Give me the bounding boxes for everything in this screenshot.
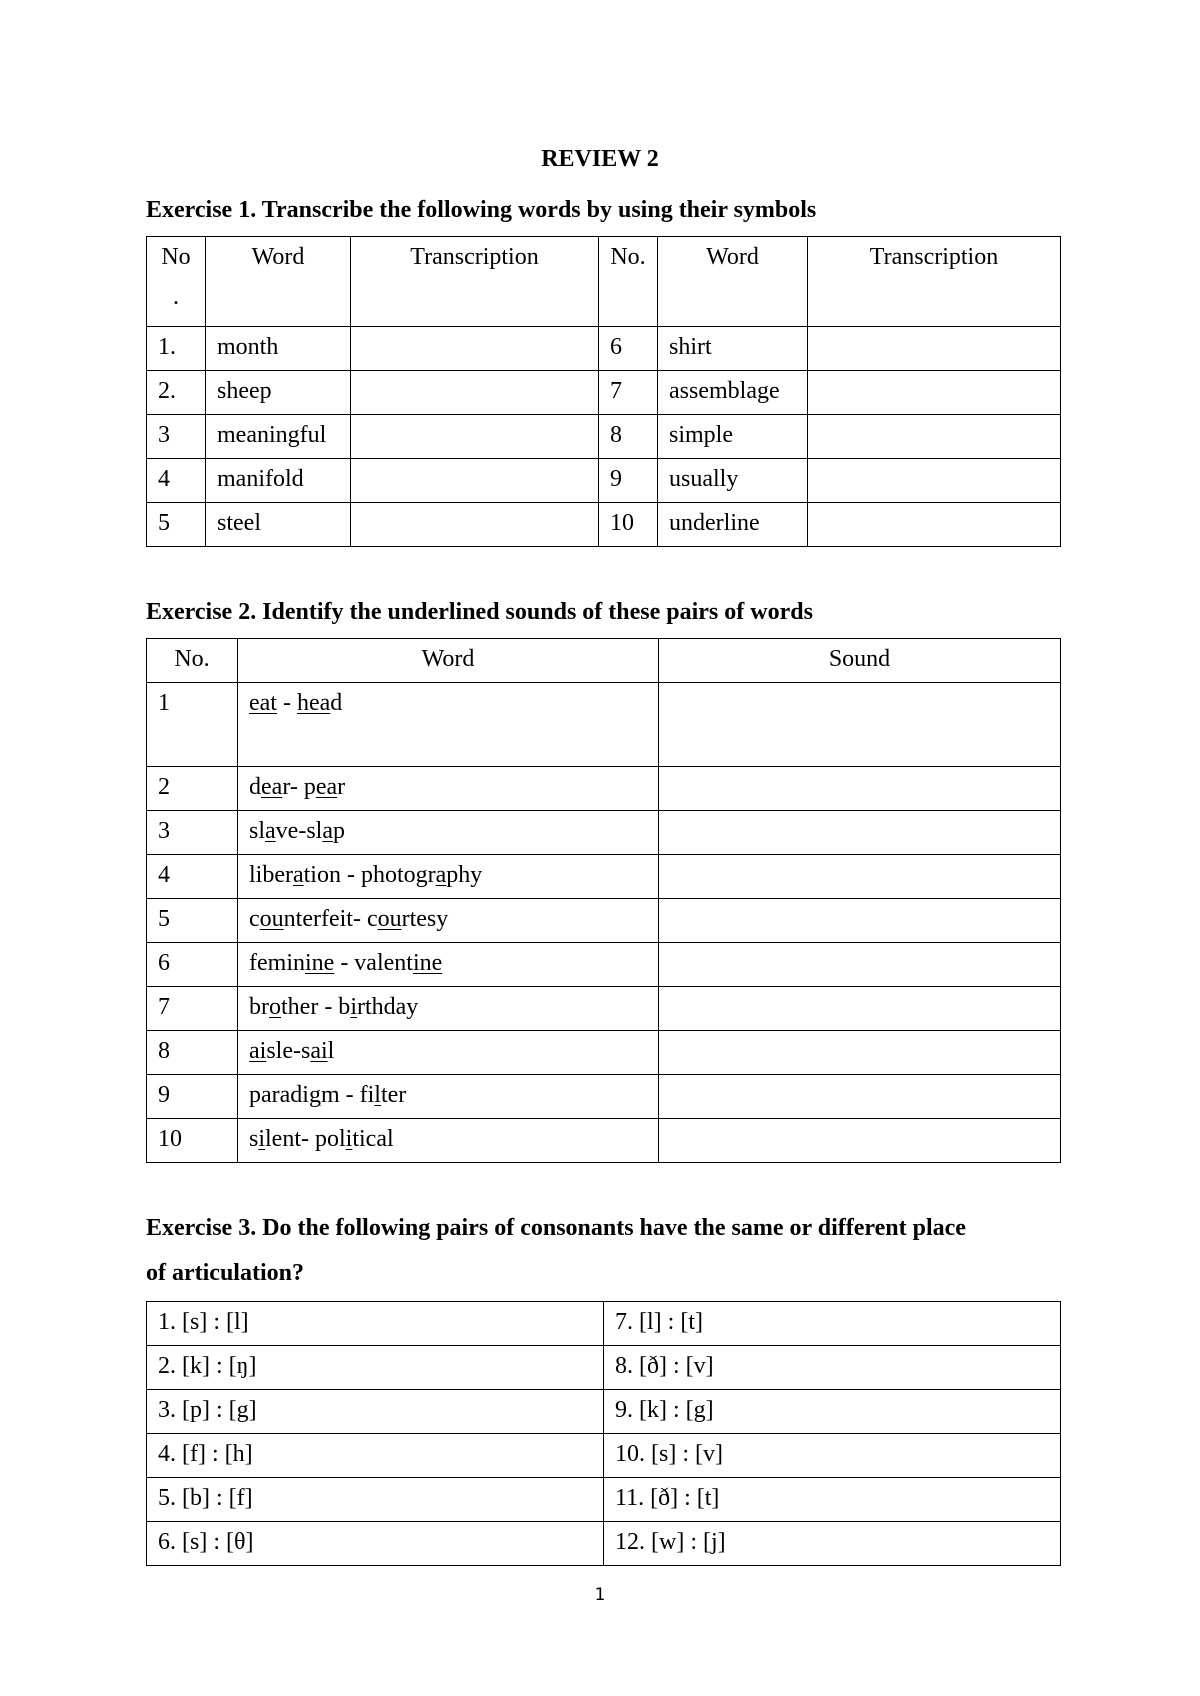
word-pair — [238, 683, 659, 767]
word-fragment: ther - b — [281, 994, 351, 1020]
underlined-sound: ou — [259, 906, 284, 932]
table-row — [147, 855, 1061, 899]
page-title: REVIEW 2 — [541, 146, 659, 172]
header-no: No. — [147, 639, 238, 683]
consonant-pair-left: 1. [s] : [l] — [147, 1302, 604, 1346]
underlined-sound: l — [374, 1082, 381, 1108]
word-right: assemblage — [658, 371, 808, 415]
underlined-sound: o — [269, 994, 281, 1020]
row-number: 9 — [147, 1075, 238, 1119]
word-fragment: sle-s — [266, 1038, 311, 1064]
table-row — [147, 811, 1061, 855]
header-no-left-dot: . — [173, 284, 179, 310]
word-pair — [238, 1119, 659, 1163]
word-pair — [238, 1075, 659, 1119]
word-right: underline — [658, 503, 808, 547]
word-fragment: - valent — [334, 950, 413, 976]
underlined-sound: a — [435, 862, 447, 888]
word-left: sheep — [206, 371, 351, 415]
consonant-pair-right: 10. [s] : [v] — [604, 1434, 1061, 1478]
table-row — [147, 1346, 1061, 1390]
underlined-sound: ai — [310, 1038, 328, 1064]
header-no-right: No. — [599, 237, 658, 327]
header-transcription-left: Transcription — [351, 237, 599, 327]
table-row — [147, 1478, 1061, 1522]
table-row — [147, 327, 1061, 371]
consonant-pair-right: 12. [w] : [j] — [604, 1522, 1061, 1566]
exercise1-header-row — [147, 237, 1061, 327]
underlined-sound: i — [350, 994, 357, 1020]
table-row — [147, 987, 1061, 1031]
word-fragment: r — [337, 774, 346, 800]
table-row — [147, 1119, 1061, 1163]
underlined-sound: a — [292, 862, 304, 888]
page-number: 1 — [594, 1585, 606, 1605]
row-number: 7 — [147, 987, 238, 1031]
word-fragment: ter — [380, 1082, 407, 1108]
row-number-left: 2. — [147, 371, 206, 415]
word-fragment: lent- pol — [265, 1126, 346, 1152]
word-pair — [238, 1031, 659, 1075]
header-word: Word — [238, 639, 659, 683]
underlined-sound: ou — [377, 906, 402, 932]
underlined-sound: a — [265, 818, 276, 844]
consonant-pair-right: 7. [l] : [t] — [604, 1302, 1061, 1346]
table-row — [147, 683, 1061, 767]
sound-answer-cell — [659, 1119, 1061, 1163]
word-fragment: l — [327, 1038, 335, 1064]
word-fragment: paradi — [249, 1082, 309, 1108]
word-left: steel — [206, 503, 351, 547]
transcription-cell-left — [351, 371, 599, 415]
table-row — [147, 1031, 1061, 1075]
word-fragment: - — [276, 690, 297, 716]
transcription-cell-left — [351, 327, 599, 371]
row-number: 3 — [147, 811, 238, 855]
word-right: usually — [658, 459, 808, 503]
row-number: 4 — [147, 855, 238, 899]
transcription-cell-right — [808, 371, 1061, 415]
row-number: 1 — [147, 683, 238, 767]
word-fragment: br — [249, 994, 269, 1020]
word-fragment: p — [332, 818, 345, 844]
sound-answer-cell — [659, 1031, 1061, 1075]
word-fragment: d — [330, 690, 343, 716]
word-right: simple — [658, 415, 808, 459]
word-pair — [238, 987, 659, 1031]
word-fragment: tical — [352, 1126, 394, 1152]
word-pair — [238, 855, 659, 899]
table-row — [147, 1075, 1061, 1119]
word-fragment: sl — [249, 818, 266, 844]
table-row — [147, 943, 1061, 987]
word-fragment: s — [249, 1126, 259, 1152]
word-pair — [238, 943, 659, 987]
sound-answer-cell — [659, 683, 1061, 767]
word-left: month — [206, 327, 351, 371]
row-number-left: 5 — [147, 503, 206, 547]
consonant-pair-left: 4. [f] : [h] — [147, 1434, 604, 1478]
word-fragment: m - fi — [320, 1082, 375, 1108]
exercise3-heading-line2: of articulation? — [146, 1260, 304, 1286]
row-number: 5 — [147, 899, 238, 943]
sound-answer-cell — [659, 899, 1061, 943]
row-number-left: 4 — [147, 459, 206, 503]
word-left: meaningful — [206, 415, 351, 459]
underlined-sound: ine — [412, 950, 443, 976]
word-fragment: tion - photogr — [303, 862, 436, 888]
word-fragment: c — [249, 906, 260, 932]
underlined-sound: ea — [261, 774, 283, 800]
underlined-sound: i — [345, 1126, 353, 1152]
sound-answer-cell — [659, 1075, 1061, 1119]
underlined-sound: ai — [249, 1038, 267, 1064]
underlined-sound: ea — [315, 774, 338, 800]
exercise1-table — [146, 236, 1061, 547]
exercise2-table — [146, 638, 1061, 1163]
transcription-cell-right — [808, 503, 1061, 547]
table-row — [147, 1390, 1061, 1434]
sound-answer-cell — [659, 855, 1061, 899]
exercise3-heading-line1: Exercise 3. Do the following pairs of consonants have the same or different place — [146, 1215, 966, 1241]
consonant-pair-right: 9. [k] : [g] — [604, 1390, 1061, 1434]
header-transcription-right: Transcription — [808, 237, 1061, 327]
underlined-sound: eat — [249, 690, 277, 716]
word-fragment: rtesy — [401, 906, 449, 932]
row-number: 8 — [147, 1031, 238, 1075]
consonant-pair-right: 11. [ð] : [t] — [604, 1478, 1061, 1522]
table-row — [147, 1434, 1061, 1478]
transcription-cell-left — [351, 459, 599, 503]
table-row — [147, 1302, 1061, 1346]
table-row — [147, 503, 1061, 547]
word-fragment: femin — [249, 950, 305, 976]
transcription-cell-right — [808, 415, 1061, 459]
sound-answer-cell — [659, 767, 1061, 811]
exercise3-table — [146, 1301, 1061, 1566]
exercise1-heading: Exercise 1. Transcribe the following words by using their symbols — [146, 197, 817, 223]
row-number-right: 8 — [599, 415, 658, 459]
header-no-left-label: No — [161, 244, 191, 270]
word-left: manifold — [206, 459, 351, 503]
transcription-cell-left — [351, 415, 599, 459]
word-fragment: nterfeit- c — [283, 906, 378, 932]
consonant-pair-right: 8. [ð] : [v] — [604, 1346, 1061, 1390]
consonant-pair-left: 6. [s] : [θ] — [147, 1522, 604, 1566]
word-pair — [238, 811, 659, 855]
header-no-left — [147, 237, 206, 327]
consonant-pair-left: 2. [k] : [ŋ] — [147, 1346, 604, 1390]
sound-answer-cell — [659, 987, 1061, 1031]
exercise2-header-row — [147, 639, 1061, 683]
word-fragment: phy — [446, 862, 483, 888]
exercise2-heading: Exercise 2. Identify the underlined sounds of these pairs of words — [146, 599, 813, 625]
row-number-right: 6 — [599, 327, 658, 371]
word-pair — [238, 767, 659, 811]
underlined-sound: g — [308, 1082, 321, 1108]
sound-answer-cell — [659, 943, 1061, 987]
header-word-right: Word — [658, 237, 808, 327]
underlined-sound: a — [322, 818, 333, 844]
underlined-sound: ine — [304, 950, 335, 976]
table-row — [147, 371, 1061, 415]
table-row — [147, 459, 1061, 503]
row-number-left: 1. — [147, 327, 206, 371]
underlined-sound: i — [258, 1126, 266, 1152]
consonant-pair-left: 3. [p] : [g] — [147, 1390, 604, 1434]
word-right: shirt — [658, 327, 808, 371]
transcription-cell-left — [351, 503, 599, 547]
table-row — [147, 899, 1061, 943]
word-fragment: liber — [249, 862, 293, 888]
sound-answer-cell — [659, 811, 1061, 855]
row-number: 6 — [147, 943, 238, 987]
header-word-left: Word — [206, 237, 351, 327]
consonant-pair-left: 5. [b] : [f] — [147, 1478, 604, 1522]
header-sound: Sound — [659, 639, 1061, 683]
row-number-left: 3 — [147, 415, 206, 459]
row-number: 2 — [147, 767, 238, 811]
row-number-right: 9 — [599, 459, 658, 503]
row-number: 10 — [147, 1119, 238, 1163]
row-number-right: 10 — [599, 503, 658, 547]
table-row — [147, 767, 1061, 811]
word-pair — [238, 899, 659, 943]
word-fragment: rthday — [356, 994, 419, 1020]
transcription-cell-right — [808, 327, 1061, 371]
table-row — [147, 1522, 1061, 1566]
underlined-sound: hea — [296, 690, 331, 716]
row-number-right: 7 — [599, 371, 658, 415]
table-row — [147, 415, 1061, 459]
transcription-cell-right — [808, 459, 1061, 503]
word-fragment: d — [249, 774, 261, 800]
word-fragment: ve-sl — [275, 818, 323, 844]
word-fragment: r- p — [282, 774, 316, 800]
